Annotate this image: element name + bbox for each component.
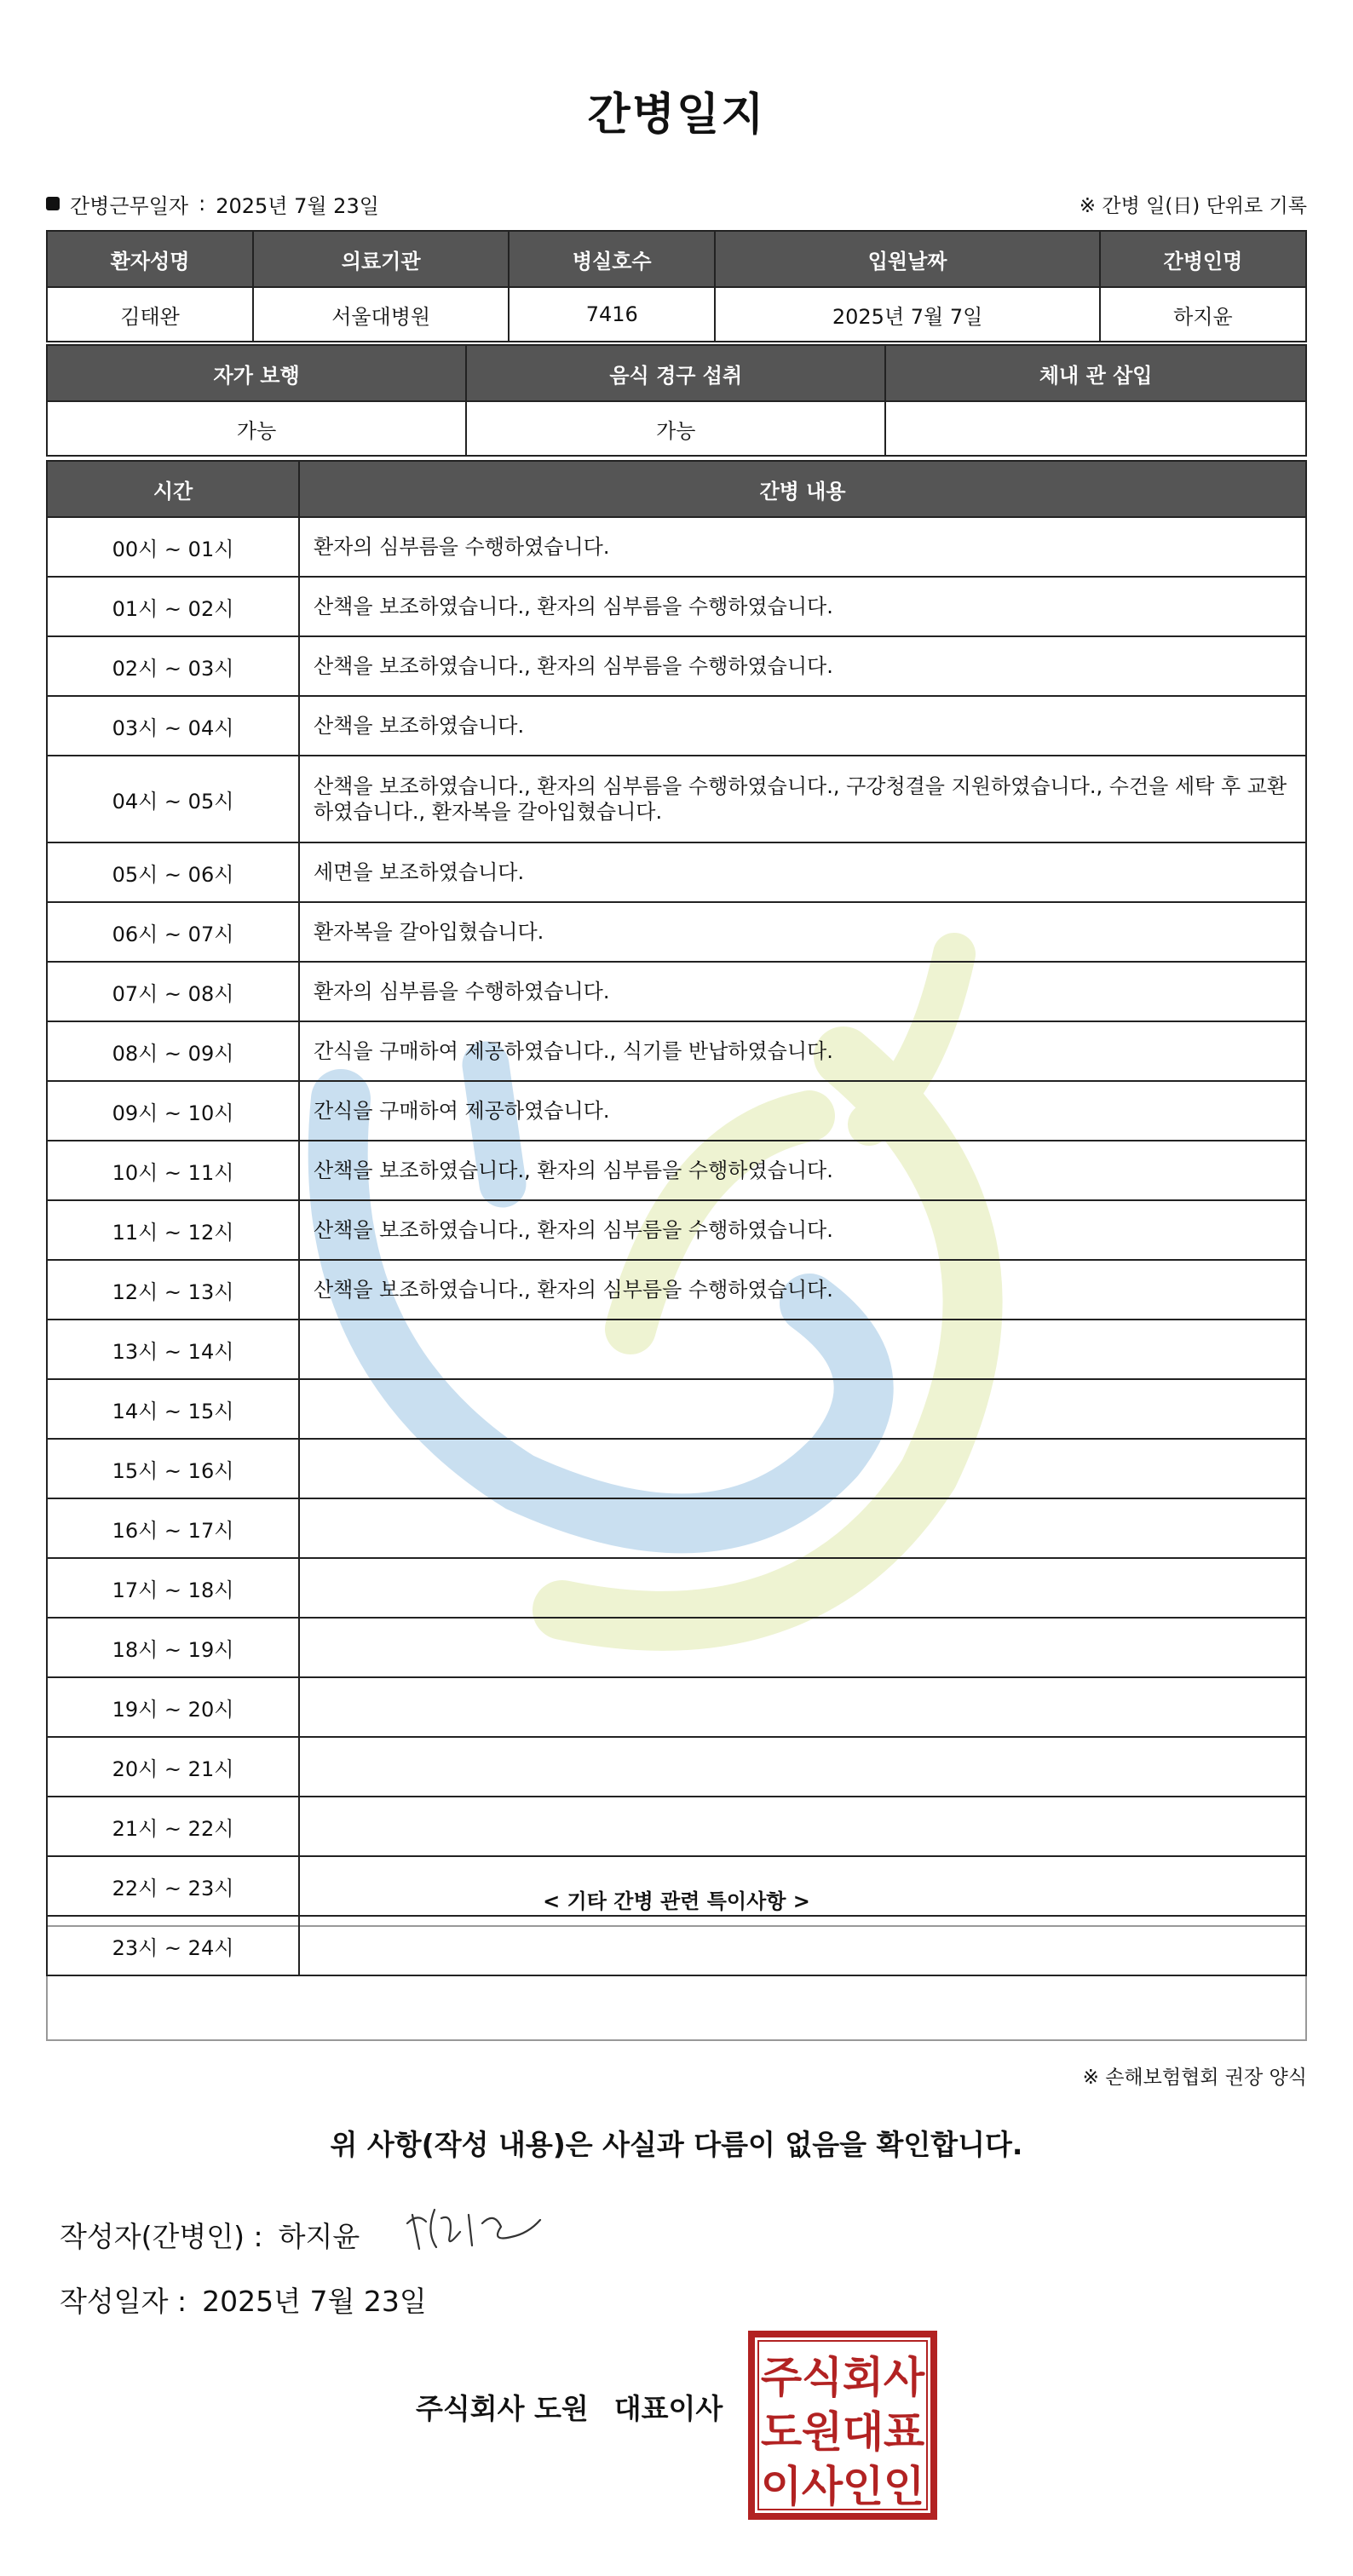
svg-text:회: 회: [842, 2353, 884, 2402]
log-content: 세면을 보조하였습니다.: [299, 842, 1306, 902]
writer-label: 작성자(간병인) :: [60, 2220, 263, 2253]
svg-text:인: 인: [883, 2462, 925, 2511]
log-time: 15시 ~ 16시: [47, 1439, 299, 1498]
svg-text:인: 인: [842, 2462, 884, 2511]
bullet-square-icon: [46, 197, 60, 210]
log-row: [47, 1439, 1306, 1498]
log-time: 22시 ~ 23시: [47, 1856, 299, 1916]
log-row: [47, 696, 1306, 756]
log-content: [299, 1558, 1306, 1618]
patient-name: 김태완: [47, 287, 253, 342]
log-row: [47, 1260, 1306, 1320]
written-date-value: 2025년 7월 23일: [202, 2285, 427, 2318]
log-row: [47, 1737, 1306, 1797]
header-patient-name: 환자성명: [47, 231, 253, 287]
oral-intake-value: 가능: [466, 401, 885, 456]
log-time: 12시 ~ 13시: [47, 1260, 299, 1320]
log-row: [47, 902, 1306, 962]
log-time: 01시 ~ 02시: [47, 577, 299, 636]
log-time: 07시 ~ 08시: [47, 962, 299, 1021]
log-row: [47, 1498, 1306, 1558]
log-content: 산책을 보조하였습니다., 환자의 심부름을 수행하였습니다.: [299, 636, 1306, 696]
log-time: 19시 ~ 20시: [47, 1677, 299, 1737]
log-row: [47, 1677, 1306, 1737]
log-row: [47, 756, 1306, 842]
work-date-value: 2025년 7월 23일: [216, 193, 379, 218]
log-time: 10시 ~ 11시: [47, 1141, 299, 1200]
svg-text:주: 주: [760, 2353, 803, 2402]
log-content: [299, 1677, 1306, 1737]
work-date: [46, 189, 379, 219]
log-time: 05시 ~ 06시: [47, 842, 299, 902]
log-row: [47, 842, 1306, 902]
log-time: 21시 ~ 22시: [47, 1797, 299, 1856]
log-time: 18시 ~ 19시: [47, 1618, 299, 1677]
log-row: [47, 1081, 1306, 1141]
log-time: 20시 ~ 21시: [47, 1737, 299, 1797]
log-row: [47, 1558, 1306, 1618]
admission-date: 2025년 7월 7일: [715, 287, 1100, 342]
log-content: 산책을 보조하였습니다., 환자의 심부름을 수행하였습니다.: [299, 577, 1306, 636]
header-room: 병실호수: [509, 231, 715, 287]
confirmation-statement: 위 사항(작성 내용)은 사실과 다름이 없음을 확인합니다.: [330, 2128, 1023, 2161]
log-time: 11시 ~ 12시: [47, 1200, 299, 1260]
svg-text:도: 도: [760, 2407, 803, 2457]
log-time: 09시 ~ 10시: [47, 1081, 299, 1141]
hospital: 서울대병원: [253, 287, 509, 342]
header-walking: 자가 보행: [47, 345, 466, 401]
header-caregiver: 간병인명: [1100, 231, 1306, 287]
care-log-table: [46, 460, 1307, 1976]
log-row: [47, 1320, 1306, 1379]
log-content: [299, 1498, 1306, 1558]
log-content: 환자의 심부름을 수행하였습니다.: [299, 962, 1306, 1021]
header-care-content: 간병 내용: [299, 461, 1306, 517]
log-time: 16시 ~ 17시: [47, 1498, 299, 1558]
log-content: 산책을 보조하였습니다., 환자의 심부름을 수행하였습니다.: [299, 1200, 1306, 1260]
log-time: 23시 ~ 24시: [47, 1916, 299, 1975]
header-time: 시간: [47, 461, 299, 517]
svg-text:표: 표: [883, 2407, 925, 2457]
patient-info-table: [46, 230, 1307, 342]
recommend-note: ※ 손해보험협회 권장 양식: [1082, 2067, 1307, 2089]
log-content: [299, 1797, 1306, 1856]
walking-value: 가능: [47, 401, 466, 456]
log-content: [299, 1439, 1306, 1498]
log-row: [47, 1797, 1306, 1856]
work-date-separator: :: [199, 192, 206, 216]
log-content: 산책을 보조하였습니다.: [299, 696, 1306, 756]
room-number: 7416: [509, 287, 715, 342]
log-content: [299, 1916, 1306, 1975]
log-time: 17시 ~ 18시: [47, 1558, 299, 1618]
log-time: 03시 ~ 04시: [47, 696, 299, 756]
log-content: [299, 1618, 1306, 1677]
log-content: 간식을 구매하여 제공하였습니다.: [299, 1081, 1306, 1141]
tube-insertion-value: [885, 401, 1306, 456]
log-content: [299, 1320, 1306, 1379]
log-row: [47, 1200, 1306, 1260]
log-content: 산책을 보조하였습니다., 환자의 심부름을 수행하였습니다.: [299, 1260, 1306, 1320]
log-time: 02시 ~ 03시: [47, 636, 299, 696]
unit-note: ※ 간병 일(日) 단위로 기록: [1079, 194, 1307, 217]
log-content: 산책을 보조하였습니다., 환자의 심부름을 수행하였습니다., 구강청결을 지원하였습니다., 수건을 세탁 후 교환하였습니다., 환자복을 갈아입혔습니다.: [299, 756, 1306, 842]
ceo-label: 대표이사: [613, 2392, 723, 2425]
log-row: [47, 1379, 1306, 1439]
log-row: [47, 1021, 1306, 1081]
log-row: [47, 1141, 1306, 1200]
written-date-label: 작성일자 :: [60, 2285, 187, 2318]
log-row: [47, 517, 1306, 577]
svg-text:원: 원: [801, 2407, 843, 2457]
log-content: 간식을 구매하여 제공하였습니다., 식기를 반납하였습니다.: [299, 1021, 1306, 1081]
log-content: [299, 1379, 1306, 1439]
log-time: 14시 ~ 15시: [47, 1379, 299, 1439]
handwritten-signature: [400, 2198, 545, 2257]
log-content: [299, 1856, 1306, 1916]
writer-name: 하지윤: [278, 2220, 360, 2253]
log-content: 산책을 보조하였습니다., 환자의 심부름을 수행하였습니다.: [299, 1141, 1306, 1200]
log-row: [47, 577, 1306, 636]
log-time: 06시 ~ 07시: [47, 902, 299, 962]
extra-notes-title: < 기타 간병 관련 특이사항 >: [543, 1889, 810, 1913]
svg-text:사: 사: [883, 2353, 925, 2402]
caregiver-name: 하지윤: [1100, 287, 1306, 342]
log-row: [47, 962, 1306, 1021]
document-title: 간병일지: [587, 89, 766, 141]
header-oral-intake: 음식 경구 섭취: [466, 345, 885, 401]
ability-table: [46, 344, 1307, 457]
company-name: 주식회사 도원: [416, 2392, 589, 2425]
header-admission-date: 입원날짜: [715, 231, 1100, 287]
log-row: [47, 1856, 1306, 1916]
log-time: 00시 ~ 01시: [47, 517, 299, 577]
log-row: [47, 1916, 1306, 1975]
log-content: 환자의 심부름을 수행하였습니다.: [299, 517, 1306, 577]
svg-text:사: 사: [801, 2462, 843, 2511]
svg-text:이: 이: [760, 2462, 803, 2511]
svg-text:식: 식: [801, 2353, 843, 2402]
work-date-label: 간병근무일자: [70, 193, 189, 218]
header-tube-insertion: 체내 관 삽입: [885, 345, 1306, 401]
written-date-line: [60, 2280, 427, 2320]
company-line: [416, 2387, 723, 2427]
meta-row: [46, 189, 1307, 218]
log-row: [47, 636, 1306, 696]
company-seal-stamp: [746, 2329, 939, 2521]
svg-text:대: 대: [842, 2407, 884, 2457]
log-content: [299, 1737, 1306, 1797]
log-content: 환자복을 갈아입혔습니다.: [299, 902, 1306, 962]
log-row: [47, 1618, 1306, 1677]
header-hospital: 의료기관: [253, 231, 509, 287]
writer-line: [60, 2215, 360, 2255]
log-time: 13시 ~ 14시: [47, 1320, 299, 1379]
log-time: 04시 ~ 05시: [47, 756, 299, 842]
log-time: 08시 ~ 09시: [47, 1021, 299, 1081]
